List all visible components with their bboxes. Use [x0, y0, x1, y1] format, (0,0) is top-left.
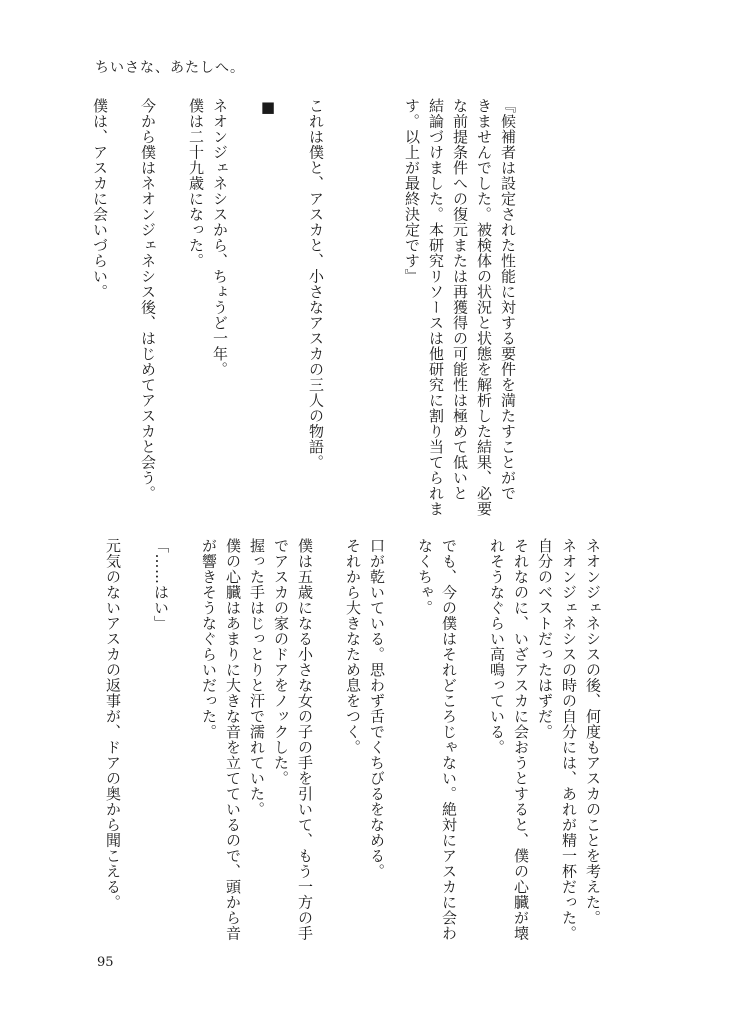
- body-line: が響きそうなぐらいだった。: [200, 538, 218, 740]
- body-line: 握った手はじっとりと汗で濡れていた。: [248, 538, 266, 817]
- body-line: でアスカの家のドアをノックした。: [272, 538, 290, 786]
- body-line: それから大きなため息をつく。: [344, 538, 362, 755]
- lower-text-block: [95, 538, 605, 968]
- section-separator: ■: [259, 98, 277, 117]
- body-line: 僕の心臓はあまりに大きな音を立てているので、頭から音: [224, 538, 242, 941]
- quote-line: な前提条件への復元または再獲得の可能性は極めて低いと: [451, 98, 469, 501]
- body-line: それなのに、いざアスカに会おうとすると、僕の心臓が壊: [512, 538, 530, 941]
- body-line: でも、今の僕はそれどころじゃない。絶対にアスカに会わ: [440, 538, 458, 941]
- page-number: 95: [97, 955, 114, 970]
- body-line: 口が乾いている。思わず舌でくちびるをなめる。: [368, 538, 386, 879]
- quote-line: 結論づけました。本研究リソースは他研究に割り当てられま: [427, 98, 445, 517]
- body-line: ネオンジェネシスから、ちょうど一年。: [211, 98, 229, 377]
- intro-line: これは僕と、アスカと、小さなアスカの三人の物語。: [307, 98, 325, 470]
- quote-line: 『候補者は設定された性能に対する要件を満たすことがで: [499, 98, 517, 501]
- dialogue-line: 「……はい」: [152, 538, 170, 631]
- body-line: なくちゃ。: [416, 538, 434, 616]
- body-line: ネオンジェネシスの後、何度もアスカのことを考えた。: [584, 538, 602, 926]
- body-line: 僕は二十九歳になった。: [187, 98, 205, 269]
- body-line: ネオンジェネシスの時の自分には、あれが精一杯だった。: [560, 538, 578, 941]
- body-line: 僕は五歳になる小さな女の子の手を引いて、もう一方の手: [296, 538, 314, 941]
- body-line: 元気のないアスカの返事が、ドアの奥から聞こえる。: [104, 538, 122, 910]
- quote-line: きませんでした。被検体の状況と状態を解析した結果、必要: [475, 98, 493, 517]
- body-line: 今から僕はネオンジェネシス後、はじめてアスカと会う。: [139, 98, 157, 501]
- body-line: 自分のベストだったはずだ。: [536, 538, 554, 740]
- running-header: ちいさな、あたしへ。: [95, 60, 245, 76]
- body-line: 僕は、アスカに会いづらい。: [91, 98, 109, 300]
- body-line: れそうなぐらい高鳴っている。: [488, 538, 506, 755]
- upper-text-block: [91, 98, 520, 518]
- quote-line: す。以上が最終決定です』: [403, 98, 421, 284]
